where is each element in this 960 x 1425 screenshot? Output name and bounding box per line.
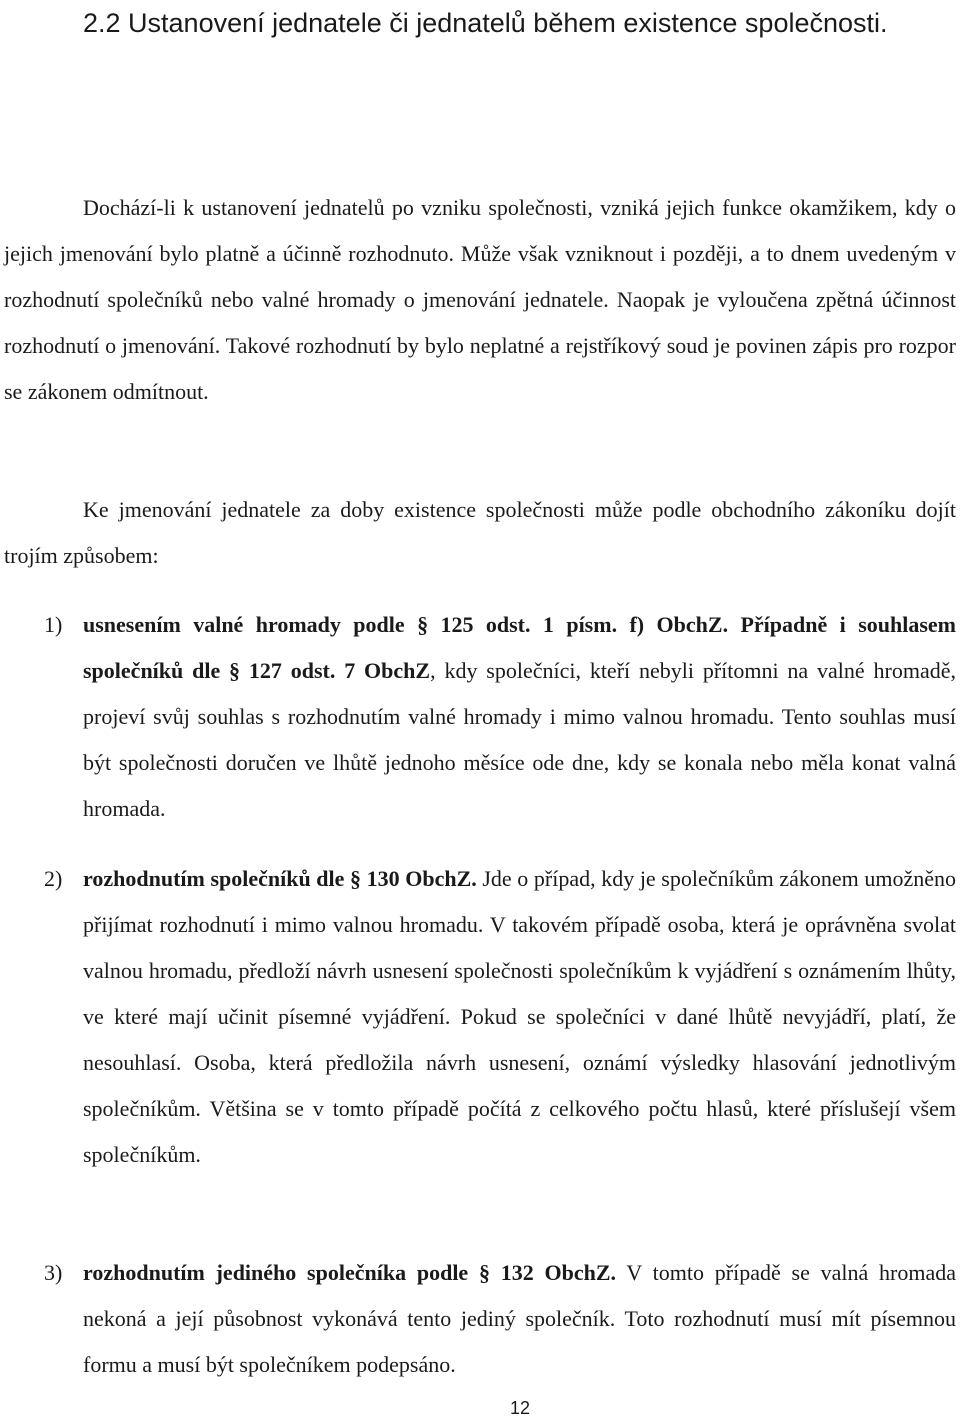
list-item-text: V tomto případě se valná hromada nekoná a její působnost vykonává tento jediný společník. Toto rozhodnutí musí mít písemnou formu a musí být společníkem podepsáno.: [83, 1260, 956, 1377]
list-number: 3): [44, 1260, 63, 1285]
list-item-bold-text: rozhodnutím jediného společníka podle § 132 ObchZ.: [83, 1260, 617, 1285]
paragraph-appointment-timing: Dochází-li k ustanovení jednatelů po vzniku společnosti, vzniká jejich funkce okamžikem, kdy o jejich jmenování bylo platně a účinně rozhodnuto. Může však vzniknout i později, a to dnem uvedeným v rozhodnutí společníků nebo valné hromady o jmenování jednatele. Naopak je vyloučena zpětná účinnost rozhodnutí o jmenování. Takové rozhodnutí by bylo neplatné a rejstříkový soud je povinen zápis pro rozpor se zákonem odmítnout.: [4, 195, 956, 404]
list-item-text: Jde o případ, kdy je společníkům zákonem umožněno přijímat rozhodnutí i mimo valnou hromadu. V takovém případě osoba, která je oprávněna svolat valnou hromadu, předloží návrh usnesení společnosti společníkům k vyjádření s oznámením lhůty, ve které mají učinit písemné vyjádření. Pokud se společníci v dané lhůtě nevyjádří, platí, že nesouhlasí. Osoba, která předložila návrh usnesení, oznámí výsledky hlasování jednotlivým společníkům. Většina se v tomto případě počítá z celkového počtu hlasů, které příslušejí všem společníkům.: [83, 866, 956, 1167]
paragraph-appointment-methods: Ke jmenování jednatele za doby existence společnosti může podle obchodního zákoníku dojít trojím způsobem:: [4, 497, 956, 568]
list-item-bold-text: usnesením valné hromady podle § 125 odst. 1 písm. f) ObchZ. Případně i souhlasem společníků dle § 127 odst. 7 ObchZ: [83, 612, 956, 683]
list-item-1: [44, 602, 956, 832]
list-item-text: , kdy společníci, kteří nebyli přítomni na valné hromadě, projeví svůj souhlas s rozhodnutím valné hromady i mimo valnou hromadu. Tento souhlas musí být společnosti doručen ve lhůtě jednoho měsíce ode dne, kdy se konala nebo měla konat valná hromada.: [83, 658, 956, 821]
section-heading: 2.2 Ustanovení jednatele či jednatelů během existence společnosti.: [83, 8, 888, 38]
list-number: 2): [44, 866, 63, 891]
list-item-2: [44, 856, 956, 1178]
list-number: 1): [44, 612, 63, 637]
page-number: 12: [509, 1398, 531, 1418]
list-item-3: [44, 1250, 956, 1388]
list-item-bold-text: rozhodnutím společníků dle § 130 ObchZ.: [83, 866, 477, 891]
